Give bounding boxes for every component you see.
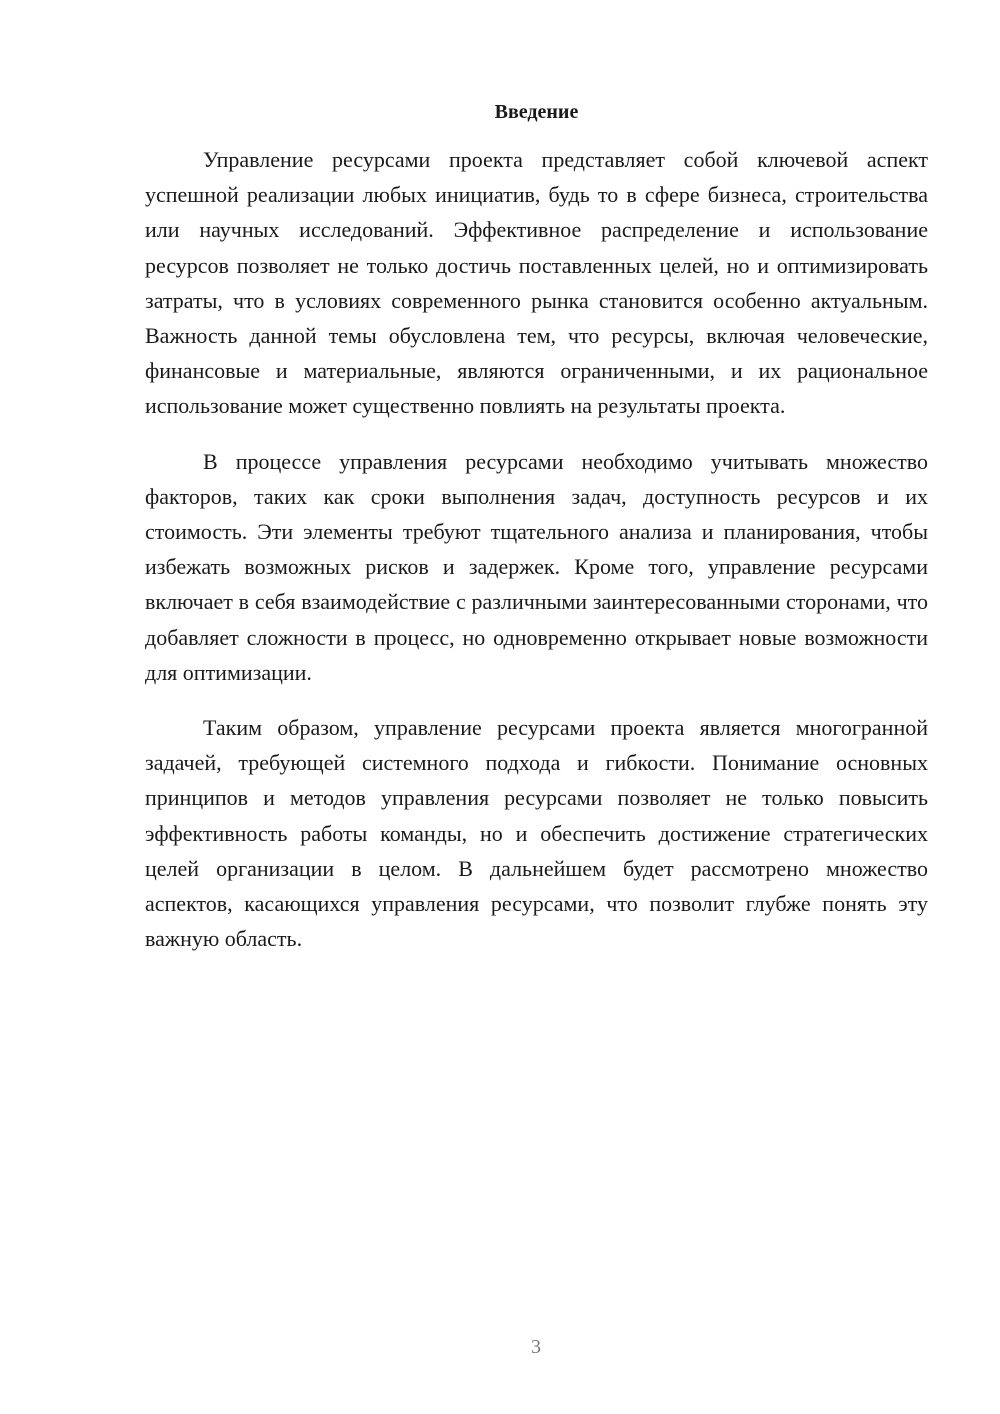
paragraph-1: Управление ресурсами проекта представляет собой ключевой аспект успешной реализации любых инициатив, будь то в сфере бизнеса, строительства или научных исследований. Эффективное распределение и использование ресурсов позволяет не только достичь поставленных целей, но и оптимизировать затраты, что в условиях современного рынка становится особенно актуальным. Важность данной темы обусловлена тем, что ресурсы, включая человеческие, финансовые и материальные, являются ограниченными, и их рациональное использование может существенно повлиять на результаты проекта. — [145, 147, 928, 419]
page-number: 3 — [531, 1336, 541, 1358]
paragraph-3: Таким образом, управление ресурсами проекта является многогранной задачей, требующей системного подхода и гибкости. Понимание основных принципов и методов управления ресурсами позволяет не только повысить эффективность работы команды, но и обеспечить достижение стратегических целей организации в целом. В дальнейшем будет рассмотрено множество аспектов, касающихся управления ресурсами, что позволит глубже понять эту важную область. — [145, 715, 928, 952]
section-title: Введение — [494, 101, 579, 123]
paragraph-2: В процессе управления ресурсами необходимо учитывать множество факторов, таких как сроки выполнения задач, доступность ресурсов и их стоимость. Эти элементы требуют тщательного анализа и планирования, чтобы избежать возможных рисков и задержек. Кроме того, управление ресурсами включает в себя взаимодействие с различными заинтересованными сторонами, что добавляет сложности в процесс, но одновременно открывает новые возможности для оптимизации. — [145, 448, 928, 685]
body-text — [145, 142, 928, 976]
